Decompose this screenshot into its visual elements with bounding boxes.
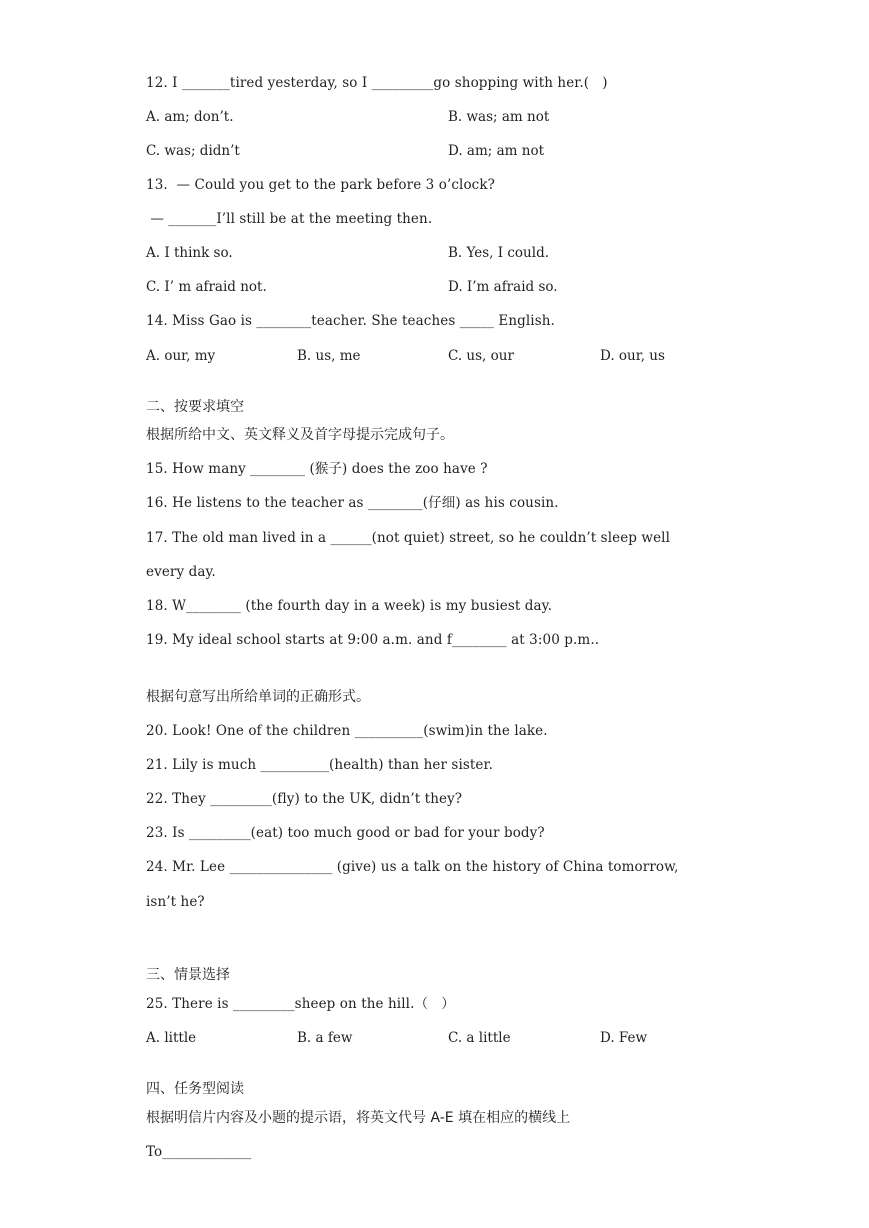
q12-option-d: D. am; am not (448, 143, 545, 159)
section-2-instruction-2: 根据句意写出所给单词的正确形式。 (146, 689, 370, 705)
postcard-to-line: To_____________ (146, 1144, 252, 1160)
section-3-title: 三、情景选择 (146, 967, 230, 983)
question-17-line2: every day. (146, 564, 216, 580)
section-2-instruction: 根据所给中文、英文释义及首字母提示完成句子。 (146, 427, 454, 443)
question-25: 25. There is _________sheep on the hill.（ ） (146, 996, 455, 1012)
question-13-line2: — _______I’ll still be at the meeting then. (146, 211, 433, 227)
q25-option-b: B. a few (297, 1030, 353, 1046)
q14-option-c: C. us, our (448, 348, 514, 364)
q13-option-b: B. Yes, I could. (448, 245, 549, 261)
q14-option-a: A. our, my (146, 348, 216, 364)
q12-option-c: C. was; didn’t (146, 143, 240, 159)
question-18: 18. W________ (the fourth day in a week) is my busiest day. (146, 598, 552, 614)
q25-option-c: C. a little (448, 1030, 511, 1046)
question-13-line1: 13. — Could you get to the park before 3 o’clock? (146, 177, 495, 193)
q12-option-a: A. am; don’t. (146, 109, 234, 125)
q13-option-c: C. I’ m afraid not. (146, 279, 267, 295)
question-15: 15. How many ________ (猴子) does the zoo have ? (146, 461, 488, 477)
question-17-line1: 17. The old man lived in a ______(not quiet) street, so he couldn’t sleep well (146, 530, 671, 546)
question-12: 12. I _______tired yesterday, so I _________go shopping with her.( ) (146, 75, 608, 91)
q25-option-a: A. little (146, 1030, 197, 1046)
question-23: 23. Is _________(eat) too much good or bad for your body? (146, 825, 545, 841)
q13-option-a: A. I think so. (146, 245, 233, 261)
question-21: 21. Lily is much __________(health) than her sister. (146, 757, 493, 773)
question-19: 19. My ideal school starts at 9:00 a.m. and f________ at 3:00 p.m.. (146, 632, 600, 648)
q25-option-d: D. Few (600, 1030, 648, 1046)
section-4-instruction: 根据明信片内容及小题的提示语，将英文代号 A-E 填在相应的横线上 (146, 1110, 571, 1126)
section-4-title: 四、任务型阅读 (146, 1081, 244, 1097)
question-20: 20. Look! One of the children __________(swim)in the lake. (146, 723, 548, 739)
question-16: 16. He listens to the teacher as ________(仔细) as his cousin. (146, 495, 559, 511)
section-2-title: 二、按要求填空 (146, 399, 244, 415)
question-24-line2: isn’t he? (146, 894, 205, 910)
q14-option-d: D. our, us (600, 348, 665, 364)
question-24-line1: 24. Mr. Lee _______________ (give) us a talk on the history of China tomorrow, (146, 859, 679, 875)
question-14: 14. Miss Gao is ________teacher. She teaches _____ English. (146, 313, 555, 329)
question-22: 22. They _________(fly) to the UK, didn’t they? (146, 791, 463, 807)
q13-option-d: D. I’m afraid so. (448, 279, 558, 295)
q14-option-b: B. us, me (297, 348, 361, 364)
q12-option-b: B. was; am not (448, 109, 550, 125)
